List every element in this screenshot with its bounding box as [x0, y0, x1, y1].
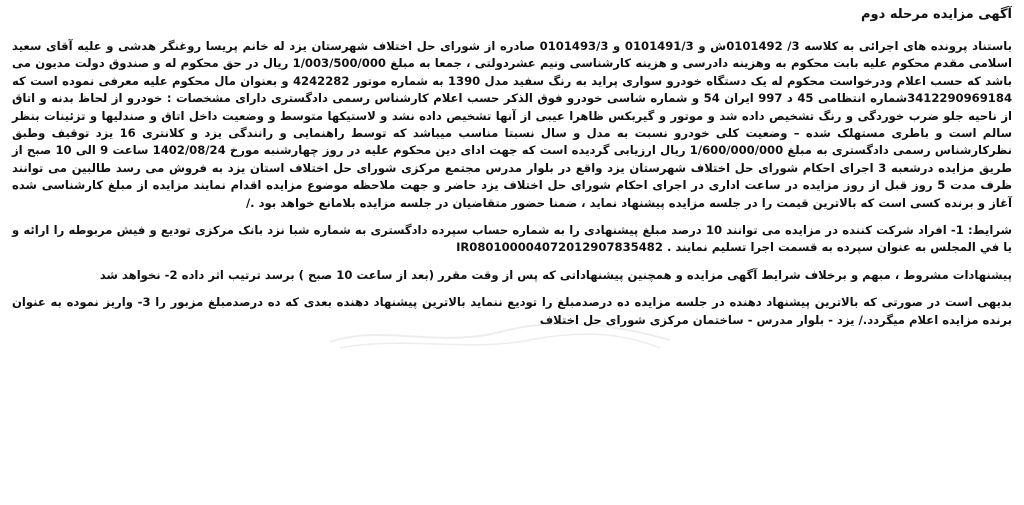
auction-notice	[12, 6, 1012, 501]
notice-title: آگهی مزایده مرحله دوم	[861, 7, 1012, 22]
condition-3: بدیهی است در صورتی که بالاترین پیشنهاد دهنده در جلسه مزایده ده درصدمبلغ را تودیع ننماید بالاترین پیشنهاد دهنده بعدی که ده درصدمبلغ مزبور را 3- واریز نموده به عنوان برنده مزایده اعلام میگردد./ یزد - بلوار مدرس - ساختمان مرکزی شورای حل اختلاف	[12, 295, 1012, 327]
condition-1: شرایط: 1- افراد شرکت کننده در مزایده می توانند 10 درصد مبلغ پیشنهادی را به شماره حساب سپرده دادگستری به شماره شبا نزد بانک مرکزی توديع و فيش مربوطه را ارائه و يا في المجلس به عنوان سپرده به قسمت اجرا تسليم نمايند . IR080100004072012907835482	[12, 223, 1013, 255]
notice-body: باستناد پرونده های اجرائی به کلاسه 3/ 0101492ش و 0101491/3 و 0101493/3 صادره از شورای حل اختلاف شهرستان یزد له خانم پریسا روغنگر هدشی و علیه آقای سعید اسلامی مقدم محکوم علیه بابت محکوم به وهزینه دادرسی و هزینه کارشناسی ونیم عشردولتی ، جمعا به مبلغ 1/003/500/000 ریال در حق محکوم له و صندوق دولت مدیون می باشد که حسب اعلام ودرخواست محکوم له یک دستگاه خودرو سواری پراید به رنگ سفید مدل 1390 به شماره موتور 4242282 و بعنوان مال محکوم علیه معرفی نموده است که 3412290969184شماره انتظامی 45 د 997 ایران 54 و شماره شاسی خودرو فوق الذکر حسب اعلام کارشناس رسمی دادگستری دارای مشخصات : خودرو از لحاظ بدنه و اتاق از ناحیه جلو ضرب خوردگی و رنگ تشخیص داده شد و موتور و گیربکس ظاهرا عیبی از آنها تشخیص داده نشد و لاستیکها متوسط و وضعیت داخل اتاق و صندلیها و تزئینات بنظر سالم است و باطری مستهلک شده – وضعیت کلی خودرو نسبت به مدل و سال نسبتا مناسب میباشد که توسط راهنمایی و رانندگی یزد و کلانتری 16 یزد توقیف وطبق نظرکارشناس رسمی دادگستری به مبلغ 1/600/000/000 ریال ارزیابی گردیده است که جهت ادای دین محکوم علیه در روز چهارشنبه مورخ 1402/08/24 ساعت 9 الی 10 صبح از طریق مزایده درشعبه 3 اجرای احکام شورای حل اختلاف شهرستان یزد واقع در بلوار مدرس مجتمع مرکزی شورای حل اختلاف استان یزد به فروش می رسد طالبین می توانند ظرف مدت 5 روز قبل از روز مزایده در ساعت اداری در اجرای احکام شورای حل اختلاف یزد حاضر و جهت ملاحظه موضوع مزایده اقدام نمایند مزایده از مبلغ کارشناسی شده آغاز و برنده کسی است که بالاترین قیمت را در جلسه مزایده پیشنهاد نماید ، ضمنا حضور متقاضیان در جلسه مزایده بلامانع خواهد بود ./	[12, 39, 1013, 210]
condition-2: پیشنهادات مشروط ، مبهم و برخلاف شرایط آگهی مزایده و همچنین پیشنهاداتی که پس از وقت مقرر (بعد از ساعت 10 صبح ) برسد ترتیب اثر داده 2- نخواهد شد	[99, 267, 1012, 282]
